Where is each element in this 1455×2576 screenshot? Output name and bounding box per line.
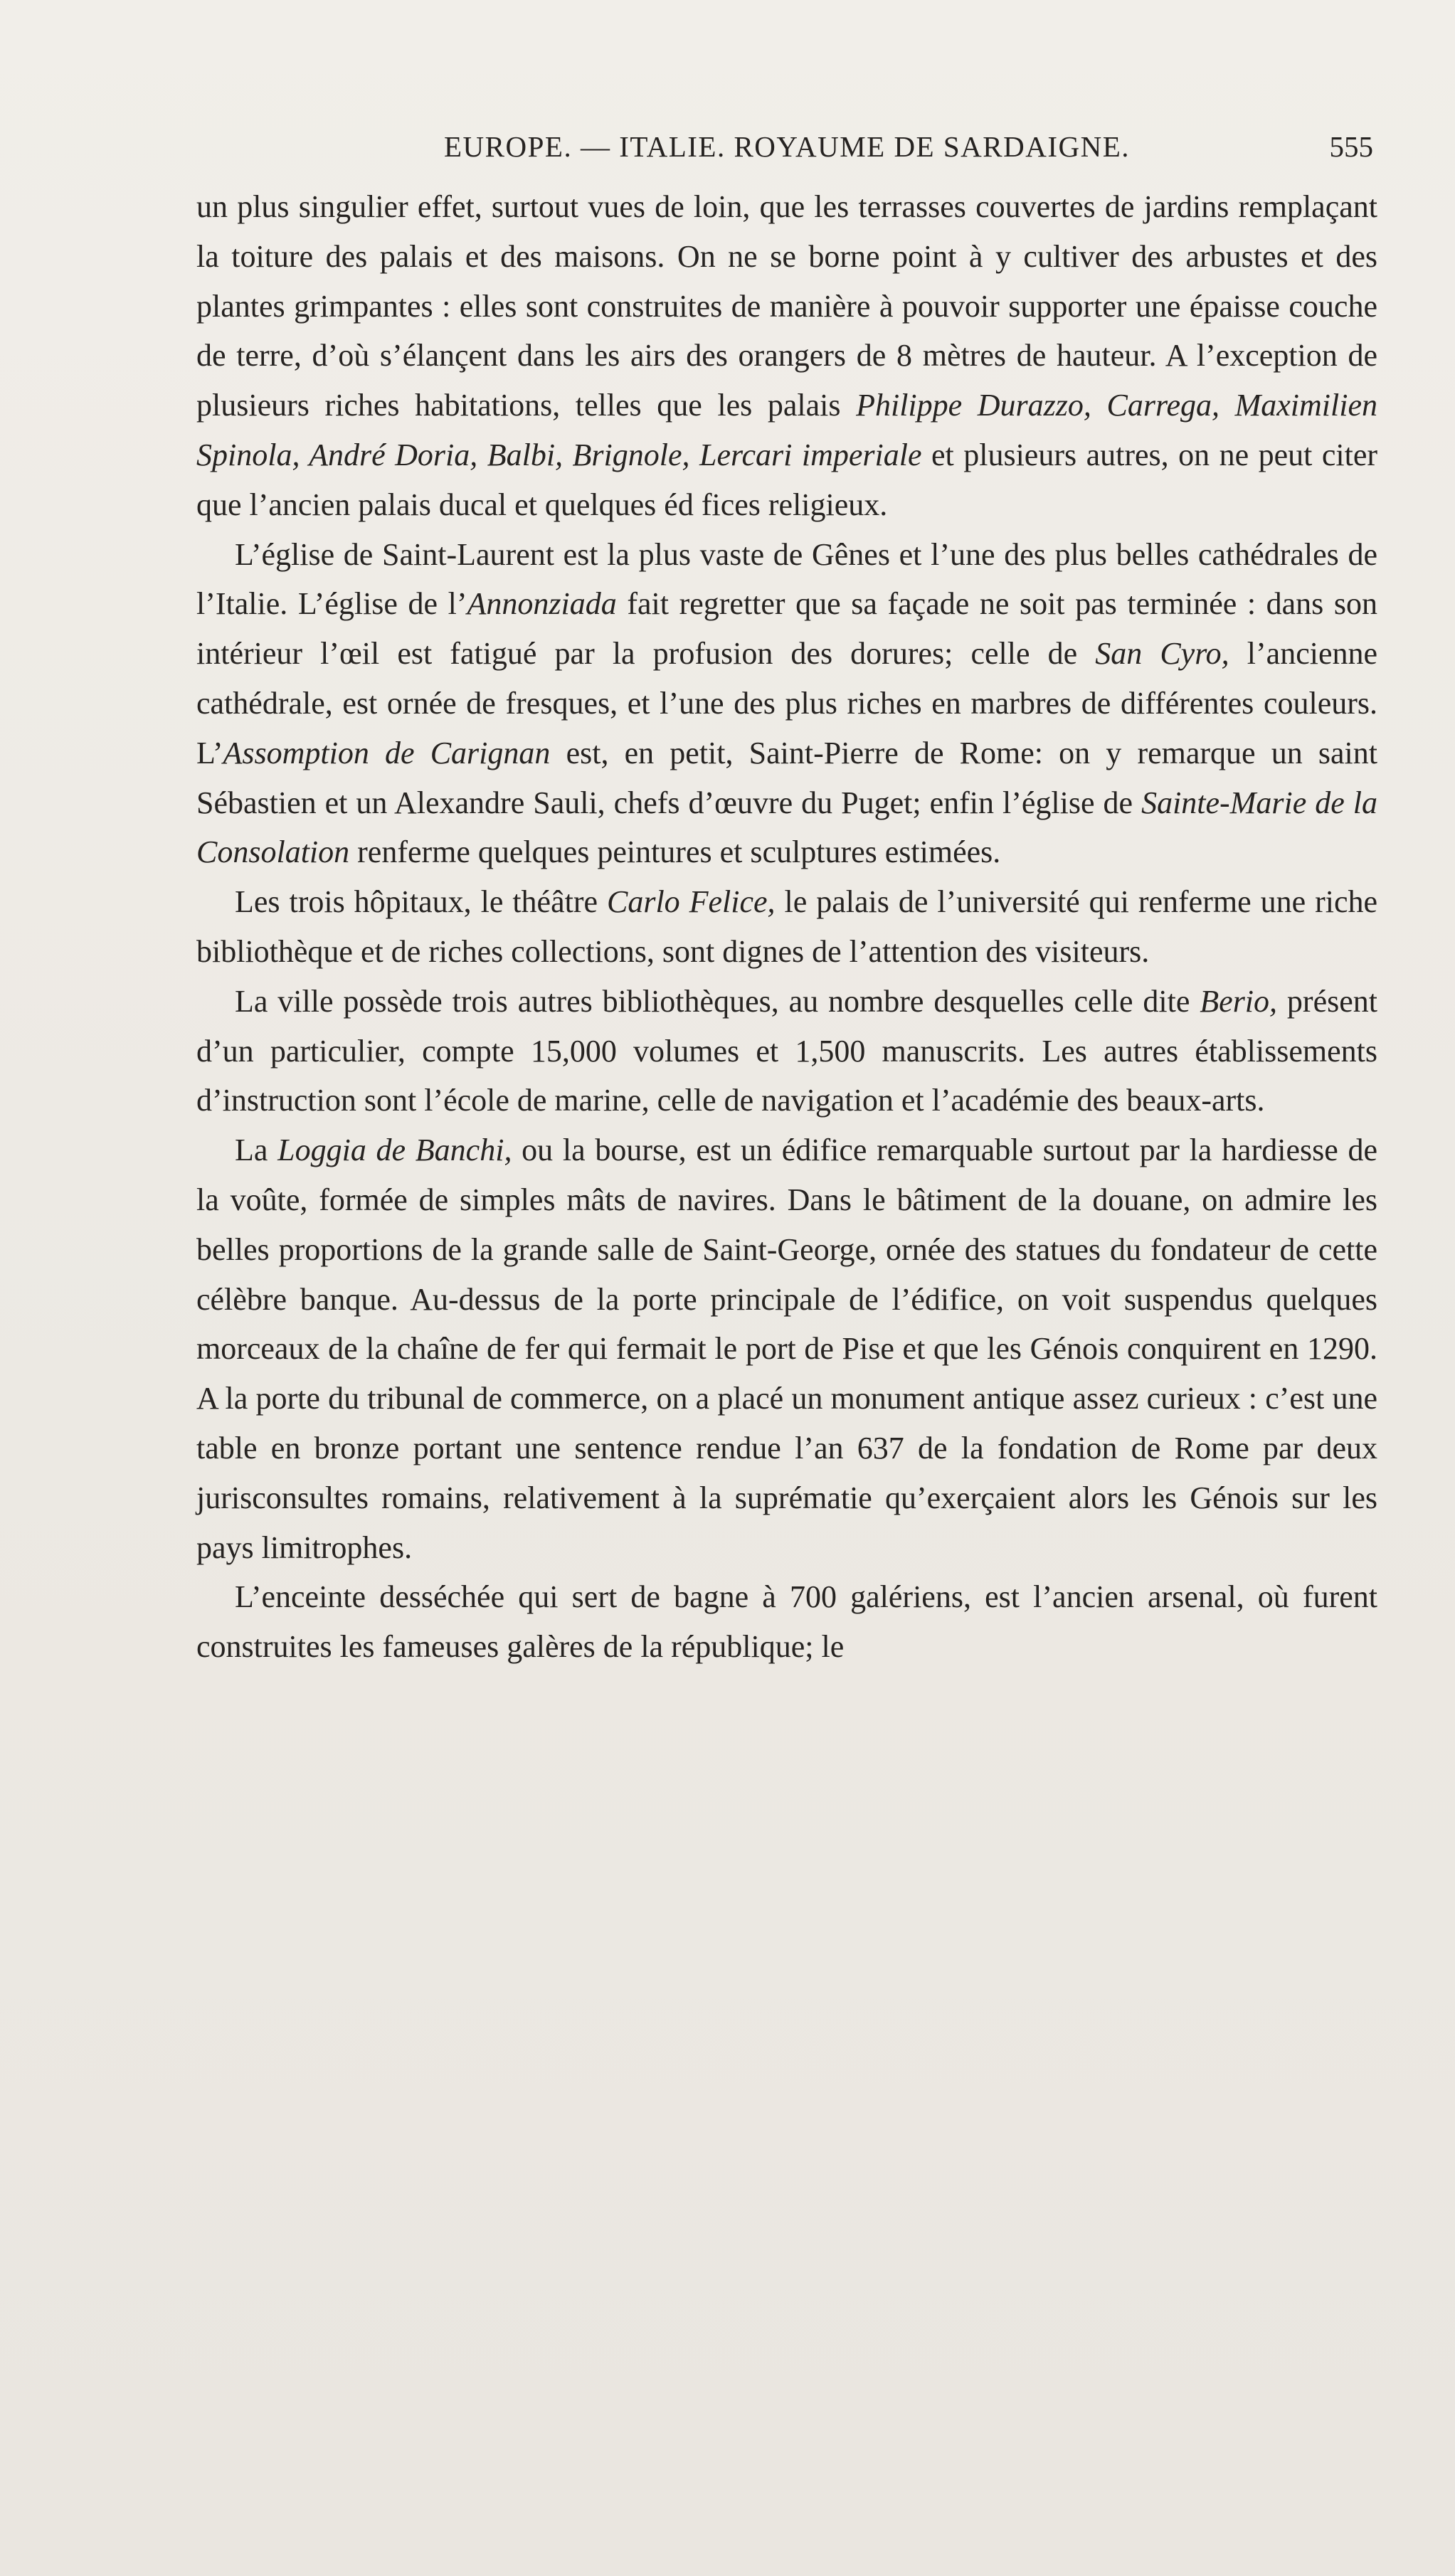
text-run: est, en petit, Saint-Pierre de Rome: on y remarque un saint Sébastien et un Alexandre Sauli, chefs d’œuvre du Puget; enfin l’église de: [196, 735, 1378, 820]
text-run: L’enceinte desséchée qui sert de bagne à 700 galériens, est l’ancien arsenal, où furent construites les fameuses galères de la république; le: [196, 1579, 1377, 1665]
text-run: Les trois hôpitaux, le théâtre: [235, 884, 607, 920]
paragraph-gardens: [196, 182, 1377, 530]
page-number: 555: [1329, 130, 1373, 163]
page-header: [196, 125, 1377, 168]
text-run: renferme quelques peintures et sculptures estimées.: [349, 834, 1001, 870]
text-run: présent d’un particulier, compte 15,000 volumes et 1,500 manuscrits. Les autres établissements d’instruction sont l’école de marine, celle de navigation et l’académie des beaux-arts.: [196, 983, 1377, 1118]
text-run: La ville possède trois autres bibliothèques, au nombre desquelles celle dite: [235, 983, 1200, 1019]
text-run: fait regretter que sa façade ne soit pas terminée : dans son intérieur l’œil est fatigué par la profusion des dorures; celle de: [196, 586, 1378, 672]
text-run: ou la bourse, est un édifice remarquable surtout par la hardiesse de la voûte, formée de simples mâts de navires. Dans le bâtiment de la douane, on admire les belles proportions de la grande salle de Saint-George, ornée des statues du fondateur de cette célèbre banque. Au-dessus de la porte principale de l’édifice, on voit suspendus quelques morceaux de la chaîne de fer qui fermait le port de Pise et que les Génois conquirent en 1290. A la porte du tribunal de commerce, on a placé un monument antique assez curieux : c’est une table en bronze portant une sentence rendue l’an 637 de la fondation de Rome par deux jurisconsultes romains, relativement à la suprématie qu’exerçaient alors les Génois sur les pays limitrophes.: [196, 1133, 1378, 1565]
text-run-italic: Loggia de Banchi,: [277, 1133, 512, 1168]
text-run: La: [235, 1133, 278, 1168]
text-run: L’église de Saint-Laurent est la plus vaste de Gênes et l’une des plus belles cathédrales de l’Italie. L’église de l’: [196, 536, 1377, 622]
text-run-italic: San Cyro,: [1095, 636, 1229, 672]
paragraph-hospitals: [196, 877, 1377, 977]
text-run-italic: Assomption de Carignan: [223, 735, 551, 770]
text-run: un plus singulier effet, surtout vues de loin, que les terrasses couvertes de jardins remplaçant la toiture des palais et des maisons. On ne se borne point à y cultiver des arbustes et des plantes grimpantes : elles sont construites de manière à pouvoir supporter une épaisse couche de terre, d’où s’élançent dans les airs des orangers de 8 mètres de hauteur. A l’exception de plusieurs riches habitations, telles que les palais: [196, 189, 1377, 423]
paragraph-churches: [196, 530, 1377, 878]
text-run-italic: Carlo Felice,: [606, 884, 776, 920]
running-title: EUROPE. — ITALIE. ROYAUME DE SARDAIGNE.: [443, 130, 1130, 163]
paragraph-libraries: [196, 977, 1377, 1125]
text-run: le palais de l’université qui renferme une riche bibliothèque et de riches collections, sont dignes de l’attention des visiteurs.: [196, 884, 1377, 969]
text-run: l’ancienne cathédrale, est ornée de fresques, et l’une des plus riches en marbres de différentes couleurs. L’: [196, 636, 1378, 770]
text-run-italic: Sainte-Marie de la Consolation: [196, 785, 1378, 870]
paragraph-arsenal: [196, 1572, 1377, 1672]
body-text: [196, 182, 1377, 1672]
text-run-italic: Berio,: [1200, 983, 1278, 1019]
text-run-italic: Annonziada: [467, 586, 617, 622]
text-run-italic: Philippe Durazzo, Carrega, Maximilien Spinola, André Doria, Balbi, Brignole, Lercari imperiale: [196, 388, 1377, 472]
text-run: et plusieurs autres, on ne peut citer que l’ancien palais ducal et quelques éd fices religieux.: [196, 437, 1377, 522]
paragraph-loggia: [196, 1125, 1377, 1572]
